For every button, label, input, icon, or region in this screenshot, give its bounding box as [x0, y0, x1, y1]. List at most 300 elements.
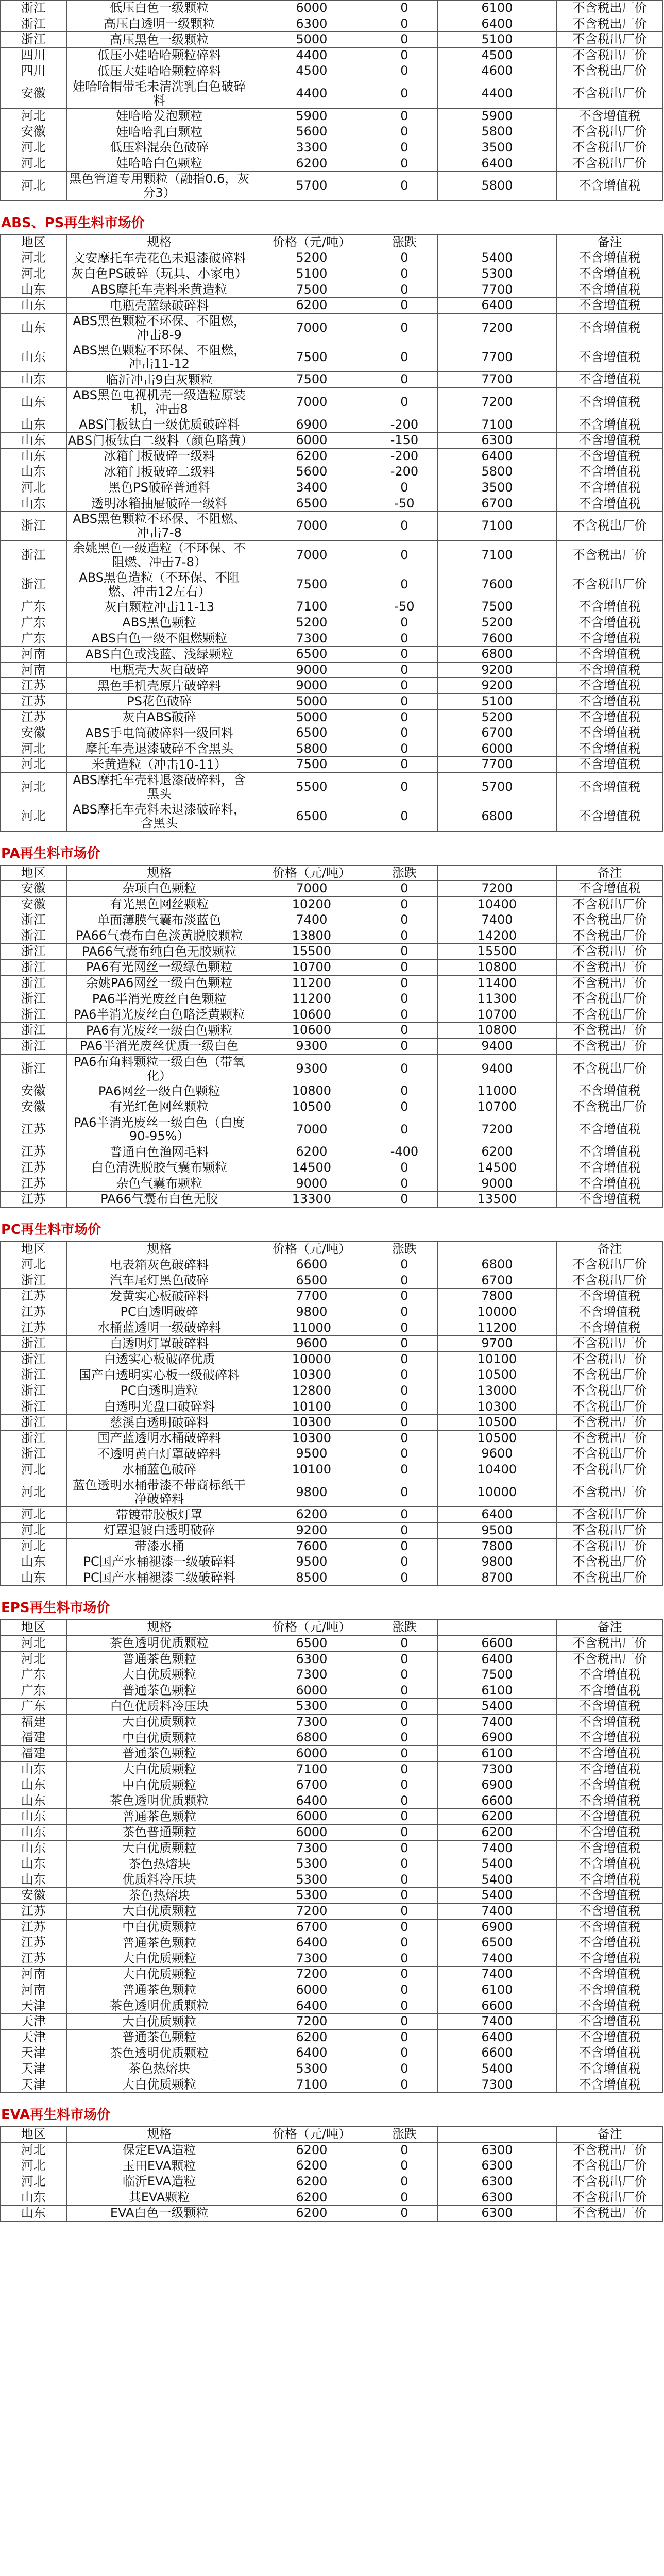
cell-change: -50 [371, 496, 438, 512]
cell-price: 7300 [252, 1840, 371, 1856]
cell-note: 不含增值税 [557, 1998, 663, 2014]
cell-note: 不含税出厂价 [557, 2142, 663, 2158]
table-row [1, 1023, 663, 1039]
cell-note: 不含增值税 [557, 741, 663, 757]
cell-note: 不含增值税 [557, 631, 663, 647]
cell-note: 不含税出厂价 [557, 1651, 663, 1667]
cell-change: 0 [371, 2206, 438, 2222]
cell-spec: 发黄实心板破碎料 [66, 1289, 252, 1304]
cell-price: 6300 [252, 1651, 371, 1667]
cell-prev-price: 5400 [437, 1872, 556, 1888]
cell-change: -200 [371, 417, 438, 433]
table-row [1, 1651, 663, 1667]
table-row [1, 282, 663, 298]
column-header: 涨跌 [371, 1620, 438, 1636]
table-header-row [1, 1241, 663, 1257]
cell-change: -400 [371, 1144, 438, 1160]
cell-spec: 娃哈哈白色颗粒 [66, 156, 252, 172]
cell-price: 7500 [252, 372, 371, 388]
cell-prev-price: 10700 [437, 1099, 556, 1115]
cell-region: 浙江 [1, 928, 67, 944]
cell-spec: 灰白色PS破碎（玩具、小家电） [66, 266, 252, 282]
cell-change: 0 [371, 156, 438, 172]
cell-change: 0 [371, 282, 438, 298]
cell-spec: 临沂冲击9白灰颗粒 [66, 372, 252, 388]
cell-note: 不含税出厂价 [557, 2206, 663, 2222]
column-header: 规格 [66, 1241, 252, 1257]
cell-spec: 娃哈哈发泡颗粒 [66, 108, 252, 124]
cell-spec: 茶色透明优质颗粒 [66, 1793, 252, 1809]
table-row [1, 1888, 663, 1904]
cell-spec: 灰白颗粒冲击11-13 [66, 599, 252, 615]
table-row [1, 991, 663, 1007]
cell-spec: 冰箱门板破碎一级料 [66, 448, 252, 464]
cell-note: 不含增值税 [557, 433, 663, 449]
cell-region: 浙江 [1, 1336, 67, 1352]
cell-region: 河南 [1, 1982, 67, 1998]
table-row [1, 433, 663, 449]
cell-note: 不含增值税 [557, 387, 663, 417]
table-row [1, 881, 663, 897]
cell-note: 不含税出厂价 [557, 63, 663, 79]
cell-note: 不含增值税 [557, 2029, 663, 2045]
cell-region: 河北 [1, 1507, 67, 1523]
cell-spec: 普通白色渔网毛料 [66, 1144, 252, 1160]
cell-spec: PA6有光废丝一级白色颗粒 [66, 1023, 252, 1039]
cell-spec: ABS黑色颗粒不环保、不阻燃，冲击8-9 [66, 313, 252, 343]
table-row [1, 1054, 663, 1083]
table-row [1, 124, 663, 140]
cell-region: 河北 [1, 802, 67, 831]
cell-prev-price: 6700 [437, 496, 556, 512]
cell-region: 江苏 [1, 1904, 67, 1920]
cell-prev-price: 6100 [437, 1982, 556, 1998]
column-header: 价格（元/吨） [252, 865, 371, 881]
cell-change: 0 [371, 928, 438, 944]
cell-spec: PA66气囊布纯白色无胶颗粒 [66, 944, 252, 960]
cell-change: 0 [371, 1289, 438, 1304]
section-title: PC再生料市场价 [1, 1222, 101, 1238]
cell-spec: 国产蓝透明水桶破碎料 [66, 1430, 252, 1446]
cell-change: 0 [371, 1919, 438, 1935]
cell-change: 0 [371, 1840, 438, 1856]
cell-region: 山东 [1, 448, 67, 464]
cell-note: 不含增值税 [557, 709, 663, 725]
cell-prev-price: 6100 [437, 1, 556, 16]
cell-price: 6500 [252, 496, 371, 512]
cell-region: 浙江 [1, 32, 67, 48]
cell-note: 不含增值税 [557, 1919, 663, 1935]
cell-change: -200 [371, 464, 438, 480]
cell-region: 山东 [1, 2206, 67, 2222]
cell-change: 0 [371, 108, 438, 124]
cell-change: 0 [371, 313, 438, 343]
cell-region: 安徽 [1, 1099, 67, 1115]
table-row [1, 944, 663, 960]
table-row [1, 975, 663, 991]
table-row [1, 1683, 663, 1699]
cell-region: 河北 [1, 156, 67, 172]
price-section [0, 201, 664, 832]
cell-spec: PA6布角料颗粒一级白色（带氧化） [66, 1054, 252, 1083]
column-header: 地区 [1, 234, 67, 250]
cell-region: 安徽 [1, 79, 67, 108]
cell-price: 9800 [252, 1478, 371, 1507]
cell-prev-price: 5400 [437, 1699, 556, 1715]
table-row [1, 1714, 663, 1730]
cell-spec: 娃哈哈乳白颗粒 [66, 124, 252, 140]
cell-note: 不含增值税 [557, 108, 663, 124]
cell-prev-price: 5400 [437, 250, 556, 266]
cell-price: 6200 [252, 2174, 371, 2190]
cell-change: -50 [371, 599, 438, 615]
cell-region: 天津 [1, 2061, 67, 2077]
cell-price: 6800 [252, 1730, 371, 1746]
table-header-row [1, 2127, 663, 2143]
cell-spec: 普通茶色颗粒 [66, 1809, 252, 1825]
cell-note: 不含税出厂价 [557, 1415, 663, 1431]
table-row [1, 1160, 663, 1176]
cell-note: 不含税出厂价 [557, 1023, 663, 1039]
cell-region: 浙江 [1, 1007, 67, 1023]
cell-change: 0 [371, 1115, 438, 1144]
table-row [1, 1144, 663, 1160]
table-row [1, 1982, 663, 1998]
cell-prev-price: 6300 [437, 2190, 556, 2206]
cell-note: 不含税出厂价 [557, 1430, 663, 1446]
cell-region: 河北 [1, 1538, 67, 1554]
cell-change: 0 [371, 570, 438, 599]
cell-region: 福建 [1, 1746, 67, 1762]
cell-change: 0 [371, 1176, 438, 1192]
cell-spec: 普通茶色颗粒 [66, 2029, 252, 2045]
cell-note: 不含增值税 [557, 1904, 663, 1920]
table-row [1, 1793, 663, 1809]
table-row [1, 725, 663, 741]
cell-change: 0 [371, 615, 438, 631]
cell-note: 不含税出厂价 [557, 1257, 663, 1273]
cell-note: 不含增值税 [557, 1809, 663, 1825]
cell-spec: 大白优质颗粒 [66, 1714, 252, 1730]
cell-region: 山东 [1, 372, 67, 388]
cell-change: 0 [371, 678, 438, 694]
price-section [0, 832, 664, 1208]
cell-spec: PA66气囊布白色淡黄脱胶颗粒 [66, 928, 252, 944]
cell-note: 不含增值税 [557, 1160, 663, 1176]
cell-spec: ABS白色一级不阻燃颗粒 [66, 631, 252, 647]
top-price-table-section [0, 0, 664, 201]
cell-note: 不含税出厂价 [557, 1538, 663, 1554]
cell-note: 不含增值税 [557, 298, 663, 314]
cell-region: 浙江 [1, 991, 67, 1007]
cell-region: 河北 [1, 773, 67, 802]
cell-price: 8500 [252, 1570, 371, 1586]
cell-price: 7000 [252, 1115, 371, 1144]
cell-spec: 普通茶色颗粒 [66, 1982, 252, 1998]
cell-price: 9000 [252, 678, 371, 694]
cell-price: 6900 [252, 417, 371, 433]
table-row [1, 912, 663, 928]
cell-prev-price: 9400 [437, 1039, 556, 1055]
cell-spec: 茶色透明优质颗粒 [66, 1998, 252, 2014]
cell-spec: PC白透明破碎 [66, 1304, 252, 1320]
cell-region: 安徽 [1, 881, 67, 897]
price-table [0, 865, 663, 1208]
cell-prev-price: 13000 [437, 1383, 556, 1399]
cell-change: 0 [371, 343, 438, 372]
table-row [1, 1998, 663, 2014]
cell-note: 不含税出厂价 [557, 47, 663, 63]
cell-spec: 蓝色透明水桶带漆不带商标纸干净破碎料 [66, 1478, 252, 1507]
cell-prev-price: 5700 [437, 773, 556, 802]
cell-region: 江苏 [1, 1144, 67, 1160]
table-row [1, 694, 663, 710]
column-header: 地区 [1, 865, 67, 881]
price-table [0, 2126, 663, 2222]
cell-note: 不含税出厂价 [557, 1351, 663, 1367]
cell-note: 不含税出厂价 [557, 1099, 663, 1115]
table-row [1, 773, 663, 802]
cell-change: 0 [371, 1507, 438, 1523]
table-header-row [1, 1620, 663, 1636]
table-row [1, 2158, 663, 2174]
cell-price: 10700 [252, 960, 371, 976]
cell-change: 0 [371, 2158, 438, 2174]
cell-price: 7000 [252, 387, 371, 417]
table-row [1, 2077, 663, 2093]
column-header: 地区 [1, 1241, 67, 1257]
cell-change: 0 [371, 2029, 438, 2045]
cell-spec: 文安摩托车壳花色未退漆破碎料 [66, 250, 252, 266]
cell-prev-price: 5100 [437, 32, 556, 48]
cell-region: 河北 [1, 266, 67, 282]
cell-spec: 大白优质颗粒 [66, 1840, 252, 1856]
cell-note: 不含增值税 [557, 2045, 663, 2061]
cell-spec: 茶色热熔块 [66, 1856, 252, 1872]
table-row [1, 1538, 663, 1554]
table-row [1, 480, 663, 496]
cell-change: 0 [371, 1320, 438, 1336]
cell-region: 浙江 [1, 975, 67, 991]
table-row [1, 464, 663, 480]
cell-note: 不含增值税 [557, 2061, 663, 2077]
section-title: EVA再生料市场价 [1, 2107, 111, 2123]
table-row [1, 140, 663, 156]
cell-prev-price: 10100 [437, 1351, 556, 1367]
table-row [1, 2190, 663, 2206]
cell-change: 0 [371, 1054, 438, 1083]
cell-change: 0 [371, 1667, 438, 1683]
cell-spec: 余姚黑色一级造粒（不环保、不阻燃、冲击7-8） [66, 540, 252, 570]
cell-prev-price: 9400 [437, 1054, 556, 1083]
cell-change: 0 [371, 757, 438, 773]
table-header-row [1, 865, 663, 881]
cell-price: 6500 [252, 647, 371, 663]
cell-region: 浙江 [1, 1446, 67, 1462]
cell-region: 安徽 [1, 1888, 67, 1904]
table-row [1, 63, 663, 79]
cell-price: 9500 [252, 1554, 371, 1570]
cell-price: 11200 [252, 991, 371, 1007]
cell-price: 9300 [252, 1039, 371, 1055]
table-row [1, 2045, 663, 2061]
cell-price: 6200 [252, 156, 371, 172]
cell-prev-price: 5800 [437, 124, 556, 140]
cell-prev-price: 6800 [437, 647, 556, 663]
table-row [1, 631, 663, 647]
cell-region: 浙江 [1, 944, 67, 960]
cell-spec: PC国产水桶褪漆二级破碎料 [66, 1570, 252, 1586]
cell-prev-price: 5800 [437, 172, 556, 201]
cell-spec: 白透明光盘口破碎料 [66, 1399, 252, 1415]
column-header: 涨跌 [371, 865, 438, 881]
table-row [1, 1904, 663, 1920]
cell-change: 0 [371, 1888, 438, 1904]
cell-prev-price: 6000 [437, 741, 556, 757]
table-row [1, 1635, 663, 1651]
table-row [1, 802, 663, 831]
cell-price: 5200 [252, 615, 371, 631]
cell-price: 7400 [252, 912, 371, 928]
cell-region: 河南 [1, 647, 67, 663]
cell-price: 6200 [252, 2142, 371, 2158]
cell-spec: 低压大娃哈哈颗粒碎料 [66, 63, 252, 79]
column-header: 备注 [557, 1241, 663, 1257]
cell-note: 不含税出厂价 [557, 156, 663, 172]
table-row [1, 1777, 663, 1793]
cell-spec: ABS手电筒破碎料一级回料 [66, 725, 252, 741]
cell-note: 不含税出厂价 [557, 2174, 663, 2190]
cell-price: 6600 [252, 1257, 371, 1273]
cell-note: 不含增值税 [557, 1714, 663, 1730]
cell-region: 安徽 [1, 124, 67, 140]
table-row [1, 1825, 663, 1841]
cell-note: 不含税出厂价 [557, 1, 663, 16]
cell-spec: 普通茶色颗粒 [66, 1935, 252, 1951]
cell-region: 河北 [1, 1522, 67, 1538]
cell-region: 安徽 [1, 1083, 67, 1099]
cell-region: 河北 [1, 2174, 67, 2190]
cell-note: 不含增值税 [557, 282, 663, 298]
table-row [1, 1570, 663, 1586]
cell-price: 6400 [252, 1793, 371, 1809]
table-row [1, 662, 663, 678]
cell-change: 0 [371, 1007, 438, 1023]
cell-prev-price: 6200 [437, 1144, 556, 1160]
cell-note: 不含增值税 [557, 1951, 663, 1967]
table-row [1, 1320, 663, 1336]
cell-change: 0 [371, 1714, 438, 1730]
cell-prev-price: 6600 [437, 1793, 556, 1809]
cell-price: 7700 [252, 1289, 371, 1304]
cell-change: 0 [371, 709, 438, 725]
cell-note: 不含增值税 [557, 757, 663, 773]
cell-prev-price: 7300 [437, 2077, 556, 2093]
cell-price: 6700 [252, 1777, 371, 1793]
cell-prev-price: 7200 [437, 387, 556, 417]
cell-prev-price: 6400 [437, 156, 556, 172]
cell-note: 不含增值税 [557, 1761, 663, 1777]
cell-note: 不含增值税 [557, 1320, 663, 1336]
cell-price: 7500 [252, 282, 371, 298]
cell-note: 不含增值税 [557, 1730, 663, 1746]
cell-price: 6000 [252, 1, 371, 16]
cell-price: 4400 [252, 79, 371, 108]
cell-region: 山东 [1, 2190, 67, 2206]
table-row [1, 928, 663, 944]
cell-region: 浙江 [1, 1023, 67, 1039]
cell-prev-price: 7700 [437, 343, 556, 372]
cell-region: 河北 [1, 480, 67, 496]
cell-prev-price: 10700 [437, 1007, 556, 1023]
cell-region: 浙江 [1, 512, 67, 541]
cell-note: 不含税出厂价 [557, 1336, 663, 1352]
cell-region: 山东 [1, 1554, 67, 1570]
table-row [1, 108, 663, 124]
cell-spec: 杂色气囊布颗粒 [66, 1176, 252, 1192]
cell-change: 0 [371, 1522, 438, 1538]
cell-region: 河北 [1, 172, 67, 201]
cell-note: 不含增值税 [557, 1083, 663, 1099]
cell-note: 不含税出厂价 [557, 570, 663, 599]
cell-region: 天津 [1, 2014, 67, 2030]
column-header: 备注 [557, 865, 663, 881]
table-row [1, 1446, 663, 1462]
cell-region: 山东 [1, 1761, 67, 1777]
cell-prev-price: 6100 [437, 1746, 556, 1762]
cell-spec: 中白优质颗粒 [66, 1919, 252, 1935]
cell-change: 0 [371, 2142, 438, 2158]
table-row [1, 1462, 663, 1478]
cell-region: 山东 [1, 387, 67, 417]
cell-spec: ABS黑色电视机壳一级造粒原装机，冲击8 [66, 387, 252, 417]
cell-change: -200 [371, 448, 438, 464]
cell-spec: ABS黑色颗粒 [66, 615, 252, 631]
table-row [1, 1872, 663, 1888]
cell-note: 不含增值税 [557, 678, 663, 694]
cell-price: 6200 [252, 2206, 371, 2222]
cell-price: 3300 [252, 140, 371, 156]
cell-note: 不含税出厂价 [557, 32, 663, 48]
cell-spec: EVA白色一级颗粒 [66, 2206, 252, 2222]
cell-price: 7300 [252, 1667, 371, 1683]
cell-region: 浙江 [1, 1054, 67, 1083]
cell-region: 河北 [1, 1462, 67, 1478]
cell-change: 0 [371, 1160, 438, 1176]
cell-region: 福建 [1, 1730, 67, 1746]
column-header: 涨跌 [371, 1241, 438, 1257]
cell-region: 广东 [1, 1667, 67, 1683]
cell-note: 不含税出厂价 [557, 79, 663, 108]
cell-spec: 娃哈哈帽带毛未清洗乳白色破碎料 [66, 79, 252, 108]
cell-spec: 杂项白色颗粒 [66, 881, 252, 897]
cell-spec: 慈溪白透明破碎料 [66, 1415, 252, 1431]
cell-note: 不含税出厂价 [557, 540, 663, 570]
column-header: 价格（元/吨） [252, 1241, 371, 1257]
cell-price: 6400 [252, 1935, 371, 1951]
table-row [1, 16, 663, 32]
price-table [0, 234, 663, 832]
cell-note: 不含增值税 [557, 1115, 663, 1144]
cell-prev-price: 6300 [437, 2206, 556, 2222]
cell-price: 7000 [252, 313, 371, 343]
table-row [1, 1336, 663, 1352]
cell-region: 山东 [1, 298, 67, 314]
cell-spec: 电瓶壳蓝绿破碎料 [66, 298, 252, 314]
cell-change: 0 [371, 1367, 438, 1383]
cell-change: 0 [371, 2045, 438, 2061]
cell-prev-price: 6100 [437, 1683, 556, 1699]
